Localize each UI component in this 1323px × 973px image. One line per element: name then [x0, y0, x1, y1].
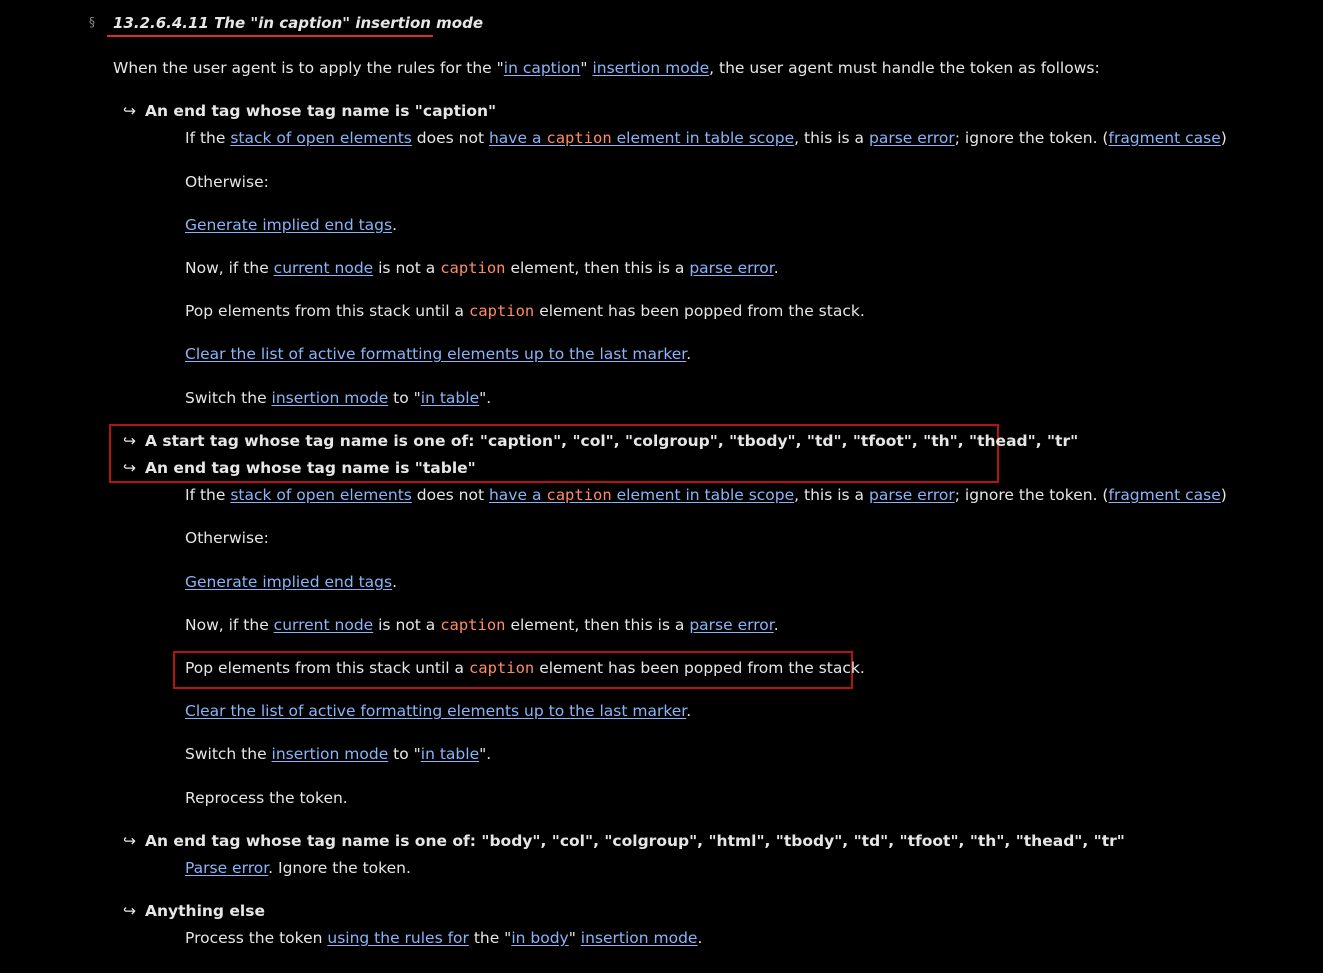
arrow-icon: ↪	[123, 459, 136, 477]
text: Pop elements from this stack until a	[185, 302, 469, 320]
text: Pop elements from this stack until a	[185, 659, 469, 677]
intro-text: , the user agent must handle the token as follows:	[709, 59, 1100, 77]
entry-paragraph	[185, 858, 411, 878]
link-text: have a	[488, 129, 547, 147]
text: .	[686, 345, 692, 363]
text: element, then this is a	[505, 259, 690, 277]
code-caption: caption	[546, 129, 612, 147]
text: .	[773, 259, 779, 277]
text: Switch the	[185, 745, 272, 763]
text: Now, if the	[185, 616, 274, 634]
entry-paragraph: Otherwise:	[185, 529, 269, 547]
link-fragment-case[interactable]: fragment case	[1108, 129, 1221, 147]
arrow-icon: ↪	[123, 432, 136, 450]
section-anchor[interactable]: §	[89, 15, 95, 29]
text: Switch the	[185, 389, 272, 407]
text: is not a	[373, 616, 441, 634]
link-insertion-mode[interactable]: insertion mode	[271, 745, 389, 763]
entry-paragraph	[185, 344, 691, 364]
entry-paragraph	[185, 615, 779, 635]
text: .	[773, 616, 779, 634]
text: does not	[411, 486, 489, 504]
text: element has been popped from the stack.	[534, 659, 865, 677]
entry-paragraph: Otherwise:	[185, 173, 269, 191]
text: , this is a	[794, 486, 869, 504]
link-parse-error[interactable]: parse error	[868, 129, 955, 147]
code-caption: caption	[440, 259, 506, 277]
text: Process the token	[185, 929, 328, 947]
intro-text: When the user agent is to apply the rules for the "	[113, 59, 504, 77]
code-caption: caption	[546, 486, 612, 504]
entry-paragraph	[185, 128, 1227, 148]
text: is not a	[373, 259, 441, 277]
text: )	[1220, 486, 1227, 504]
link-text: element in table scope	[611, 486, 795, 504]
link-using-the-rules-for[interactable]: using the rules for	[327, 929, 469, 947]
arrow-icon: ↪	[123, 102, 136, 120]
text: ".	[479, 745, 492, 763]
text: ; ignore the token. (	[954, 129, 1109, 147]
link-generate-implied-end-tags[interactable]: Generate implied end tags	[185, 573, 393, 591]
text: If the	[185, 486, 231, 504]
code-caption: caption	[468, 659, 535, 677]
text: .	[697, 929, 703, 947]
entry-paragraph	[185, 215, 397, 235]
link-has-element-in-table-scope[interactable]	[489, 129, 794, 147]
text: ".	[479, 389, 492, 407]
link-in-body[interactable]: in body	[511, 929, 569, 947]
text: .	[392, 216, 398, 234]
intro-paragraph	[113, 58, 1100, 78]
link-generate-implied-end-tags[interactable]: Generate implied end tags	[185, 216, 393, 234]
link-text: element in table scope	[611, 129, 795, 147]
text: ; ignore the token. (	[954, 486, 1109, 504]
entry-paragraph	[185, 301, 865, 321]
link-parse-error[interactable]: Parse error	[185, 859, 269, 877]
link-in-caption[interactable]: in caption	[503, 59, 581, 77]
text: . Ignore the token.	[268, 859, 411, 877]
entry-term: A start tag whose tag name is one of: "caption", "col", "colgroup", "tbody", "td", "tfoot", "th", "thead", "tr"	[145, 432, 1079, 450]
link-insertion-mode[interactable]: insertion mode	[592, 59, 710, 77]
text: element, then this is a	[505, 616, 690, 634]
text: If the	[185, 129, 231, 147]
entry-paragraph	[185, 658, 865, 678]
link-current-node[interactable]: current node	[273, 616, 374, 634]
text: to "	[388, 745, 421, 763]
entry-paragraph	[185, 572, 397, 592]
entry-paragraph: Reprocess the token.	[185, 789, 348, 807]
link-stack-of-open-elements[interactable]: stack of open elements	[230, 129, 412, 147]
text: does not	[411, 129, 489, 147]
text: .	[686, 702, 692, 720]
entry-term: An end tag whose tag name is one of: "body", "col", "colgroup", "html", "tbody", "td", "tfoot", "th", "thead", "tr"	[145, 832, 1125, 850]
text: the "	[468, 929, 512, 947]
link-clear-active-formatting-elements[interactable]: Clear the list of active formatting elements up to the last marker	[185, 702, 687, 720]
link-text: have a	[488, 486, 547, 504]
text: Now, if the	[185, 259, 274, 277]
entry-paragraph	[185, 744, 491, 764]
link-parse-error[interactable]: parse error	[689, 259, 774, 277]
link-insertion-mode[interactable]: insertion mode	[271, 389, 389, 407]
intro-text: "	[580, 59, 593, 77]
entry-paragraph	[185, 485, 1227, 505]
link-insertion-mode[interactable]: insertion mode	[580, 929, 698, 947]
arrow-icon: ↪	[123, 832, 136, 850]
section-heading: 13.2.6.4.11 The "in caption" insertion mode	[113, 14, 484, 32]
entry-paragraph	[185, 928, 702, 948]
text: to "	[388, 389, 421, 407]
link-clear-active-formatting-elements[interactable]: Clear the list of active formatting elements up to the last marker	[185, 345, 687, 363]
link-has-element-in-table-scope[interactable]	[489, 486, 794, 504]
code-caption: caption	[440, 616, 506, 634]
entry-term: An end tag whose tag name is "caption"	[145, 102, 497, 120]
text: "	[568, 929, 581, 947]
link-current-node[interactable]: current node	[273, 259, 374, 277]
text: element has been popped from the stack.	[534, 302, 865, 320]
code-caption: caption	[468, 302, 535, 320]
arrow-icon: ↪	[123, 902, 136, 920]
entry-term: Anything else	[145, 902, 265, 920]
link-parse-error[interactable]: parse error	[868, 486, 955, 504]
link-in-table[interactable]: in table	[420, 389, 480, 407]
entry-term: An end tag whose tag name is "table"	[145, 459, 476, 477]
link-in-table[interactable]: in table	[420, 745, 480, 763]
link-parse-error[interactable]: parse error	[689, 616, 774, 634]
text: )	[1220, 129, 1227, 147]
link-stack-of-open-elements[interactable]: stack of open elements	[230, 486, 412, 504]
entry-paragraph	[185, 258, 779, 278]
heading-annotation-underline	[107, 35, 433, 37]
entry-paragraph	[185, 388, 491, 408]
link-fragment-case[interactable]: fragment case	[1108, 486, 1221, 504]
entry-paragraph	[185, 701, 691, 721]
text: .	[392, 573, 398, 591]
text: , this is a	[794, 129, 869, 147]
